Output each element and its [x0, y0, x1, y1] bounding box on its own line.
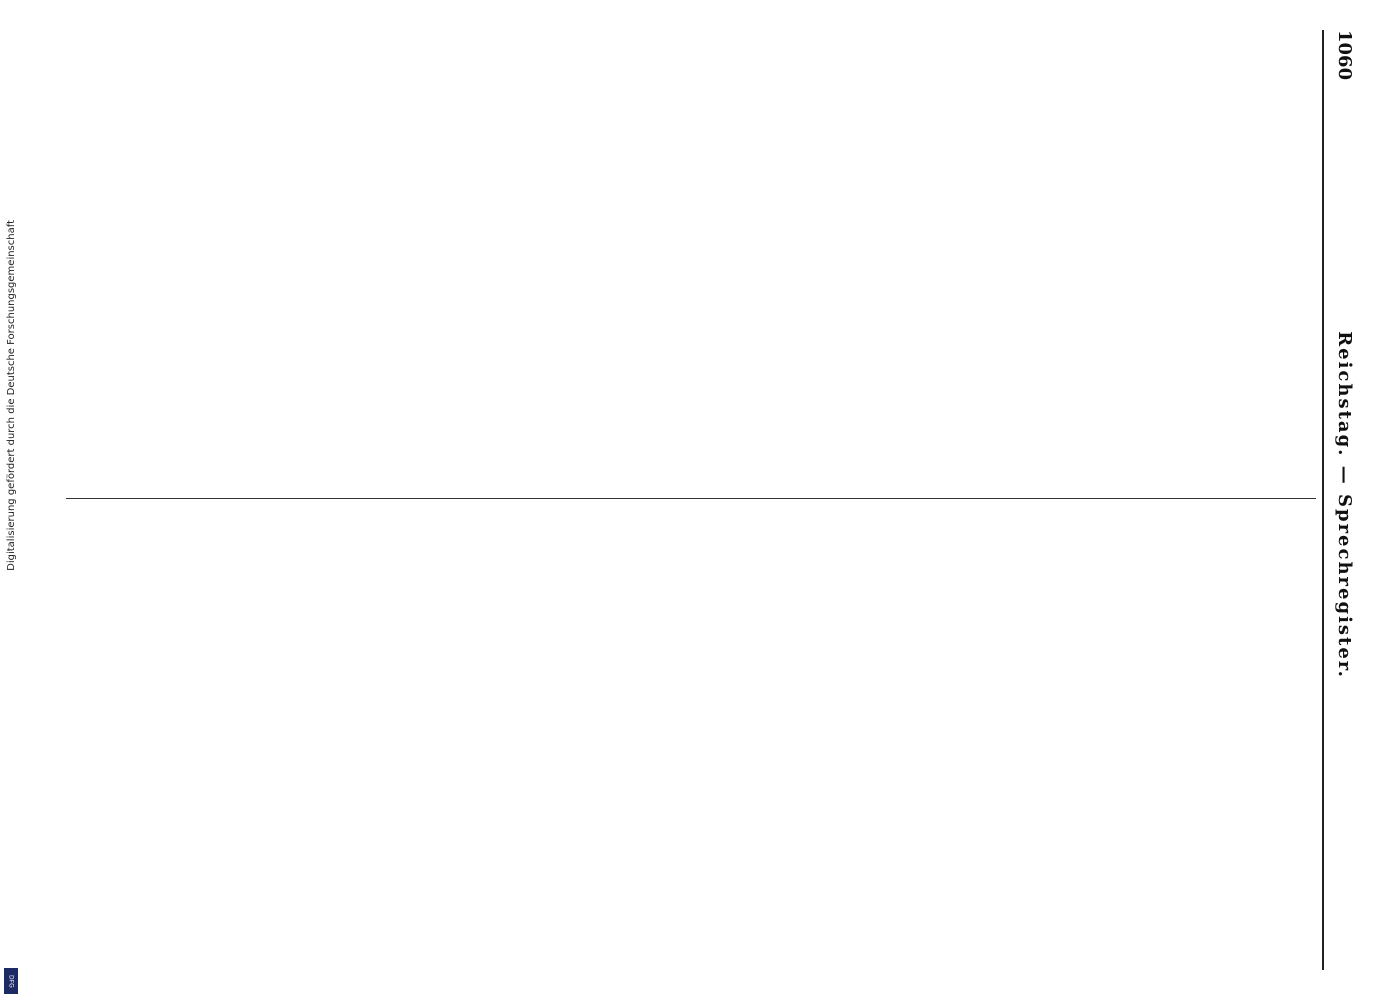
rotated-sheet — [42, 30, 1362, 970]
running-title: Reichstag. — Sprechregister. — [1334, 331, 1356, 679]
header-rule — [1322, 30, 1324, 970]
dfg-logo: DFG — [4, 968, 18, 994]
page-header — [1328, 30, 1362, 970]
digitization-note — [6, 220, 20, 1000]
column-divider — [66, 498, 1316, 499]
digitization-note-text: Digitalisierung gefördert durch die Deutsche Forschungsgemeinschaft — [6, 220, 17, 571]
page-number: 1060 — [1334, 30, 1356, 81]
